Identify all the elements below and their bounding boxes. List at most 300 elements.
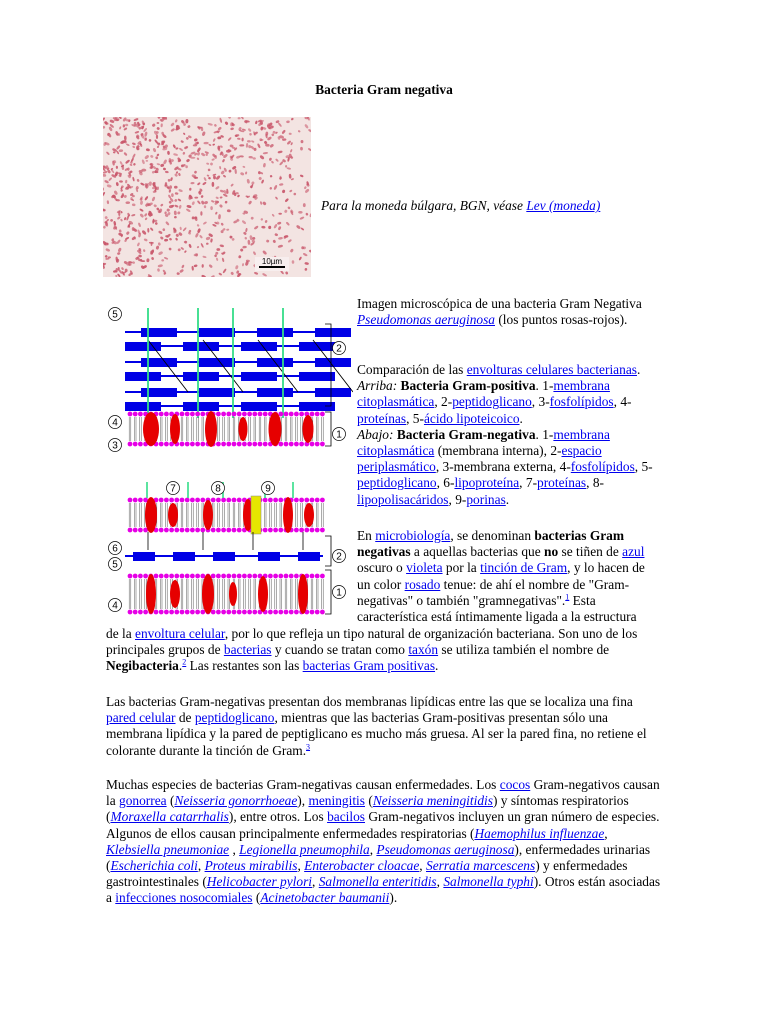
caption-text: , 8-: [586, 475, 604, 491]
phospholipid-head: [315, 412, 320, 417]
paragraph-text: , se denominan: [450, 528, 535, 543]
phospholipid-head: [226, 574, 231, 579]
phospholipid-head: [252, 574, 257, 579]
phospholipid-head: [221, 442, 226, 447]
bold-term: no: [544, 544, 559, 560]
paragraph-text: Gram-negativos causan la: [106, 777, 660, 809]
bracket: [325, 570, 331, 614]
gram-positive-heading: Bacteria Gram-positiva: [400, 378, 536, 394]
phospholipid-head: [237, 412, 242, 417]
micrograph-image: [103, 117, 311, 277]
diagram-label: 4: [112, 417, 118, 429]
peptidoglycan-block: [241, 342, 277, 351]
phospholipid-head: [133, 574, 138, 579]
phospholipid-head: [190, 610, 195, 615]
phospholipid-head: [310, 574, 315, 579]
bacterium-dot: [301, 140, 304, 143]
phospholipid-head: [221, 498, 226, 503]
phospholipid-head: [200, 442, 205, 447]
paragraph-text: En: [357, 528, 376, 543]
diagram-label: 9: [265, 483, 271, 495]
porinas-link[interactable]: porinas: [466, 491, 506, 507]
phospholipid-head: [310, 412, 315, 417]
caption-text: .: [505, 491, 510, 507]
paragraph-text: Gram-negativos incluyen un gran número de especies. Algunos de ellos causan principalmente enfermedades respiratorias (: [106, 809, 660, 841]
phospholipid-head: [247, 610, 252, 615]
phospholipid-head: [169, 610, 174, 615]
inner-membrane-protein: [146, 574, 156, 614]
paragraph-text: ).: [389, 890, 398, 906]
phospholipid-head: [289, 412, 294, 417]
phospholipid-head: [164, 610, 169, 615]
inner-membrane-protein: [229, 582, 237, 606]
phospholipid-head: [232, 610, 237, 615]
peptidoglicano-link[interactable]: peptidoglicano: [452, 394, 532, 410]
paragraph-text: , mientras que las bacterias Gram-positivas presentan sólo una membrana lipídica y la pared de peptiglicano es mucho más gruesa. Al ser la pared fina, no retiene el colorante durante la tinción de Gram.: [106, 710, 647, 758]
phospholipid-head: [133, 610, 138, 615]
peptidoglycan-block: [199, 388, 235, 397]
phospholipid-head: [273, 498, 278, 503]
peptidoglicano-link[interactable]: peptidoglicano: [357, 475, 437, 491]
paragraph-text: (: [252, 890, 261, 906]
phospholipid-head: [159, 498, 164, 503]
phospholipid-head: [299, 498, 304, 503]
scale-bar-label: 10µm: [261, 257, 283, 266]
phospholipid-head: [247, 442, 252, 447]
diagram-label: 4: [112, 600, 118, 612]
phospholipid-head: [169, 574, 174, 579]
haemophilus-influenzae-link[interactable]: Haemophilus influenzae: [474, 825, 605, 841]
neisseria-gonorrhoeae-link[interactable]: Neisseria gonorrhoeae: [174, 793, 298, 809]
peptidoglycan-block: [141, 388, 177, 397]
phospholipid-head: [232, 528, 237, 533]
membrane-protein: [269, 412, 282, 446]
meningitis-link[interactable]: meningitis: [308, 793, 365, 809]
inner-membrane-protein: [202, 574, 214, 614]
phospholipid-head: [174, 528, 179, 533]
phospholipid-head: [294, 610, 299, 615]
phospholipid-head: [216, 442, 221, 447]
phospholipid-head: [237, 528, 242, 533]
phospholipid-head: [143, 610, 148, 615]
phospholipid-head: [289, 442, 294, 447]
bacterias-link[interactable]: bacterias: [223, 642, 272, 658]
phospholipid-head: [315, 498, 320, 503]
pared-celular-link[interactable]: pared celular: [106, 710, 176, 726]
peptidoglycan-block: [241, 372, 277, 381]
espacio-periplasmatico-link[interactable]: espacio periplasmático: [357, 443, 602, 475]
proteus-mirabilis-link[interactable]: Proteus mirabilis: [204, 858, 298, 874]
page-title: Bacteria Gram negativa: [315, 82, 453, 97]
phospholipid-head: [195, 610, 200, 615]
phospholipid-head: [200, 610, 205, 615]
bacterias-gram-positivas-link[interactable]: bacterias Gram positivas: [302, 658, 436, 674]
peptidoglycan-block: [173, 552, 195, 561]
fosfolipidos-link[interactable]: fosfolípidos: [549, 394, 614, 410]
violeta-link[interactable]: violeta: [406, 560, 443, 576]
bacterium-dot: [146, 160, 149, 162]
peptidoglicano-link[interactable]: peptidoglicano: [194, 710, 275, 726]
phospholipid-head: [164, 442, 169, 447]
phospholipid-head: [315, 528, 320, 533]
paragraph-text: ) y síntomas respiratorios (: [106, 793, 629, 825]
phospholipid-head: [185, 442, 190, 447]
lipoproteina-link[interactable]: lipoproteína: [454, 475, 520, 491]
caption-text: (los puntos rosas-rojos).: [495, 312, 628, 328]
diseases-paragraph: [106, 777, 662, 907]
phospholipid-head: [216, 610, 221, 615]
phospholipid-head: [284, 412, 289, 417]
phospholipid-head: [159, 574, 164, 579]
bacterium-dot: [200, 211, 202, 215]
paragraph-text: ,: [369, 841, 377, 857]
image-caption: [321, 198, 600, 214]
phospholipid-head: [221, 412, 226, 417]
enterobacter-cloacae-link[interactable]: Enterobacter cloacae: [304, 858, 420, 874]
neisseria-meningitidis-link[interactable]: Neisseria meningitidis: [372, 793, 493, 809]
gram-negative-heading: Bacteria Gram-negativa: [396, 426, 536, 442]
phospholipid-head: [263, 412, 268, 417]
phospholipid-head: [320, 412, 325, 417]
salmonella-enteritidis-link[interactable]: Salmonella enteritidis: [318, 874, 437, 890]
outer-membrane-protein: [168, 503, 178, 527]
pseudomonas-aeruginosa-link[interactable]: Pseudomonas aeruginosa: [376, 841, 515, 857]
microbiologia-link[interactable]: microbiología: [375, 528, 451, 543]
bacterium-dot: [145, 137, 147, 141]
phospholipid-head: [195, 442, 200, 447]
micrograph-caption: [357, 296, 657, 328]
peptidoglycan-block: [183, 402, 219, 411]
taxon-link[interactable]: taxón: [408, 642, 439, 658]
peptidoglycan-block: [125, 402, 161, 411]
phospholipid-head: [211, 610, 216, 615]
phospholipid-head: [320, 498, 325, 503]
phospholipid-head: [258, 442, 263, 447]
paragraph-text: (: [365, 793, 373, 809]
peptidoglycan-block: [141, 358, 177, 367]
lipopolisacaridos-link[interactable]: lipopolisacáridos: [357, 491, 449, 507]
phospholipid-head: [242, 610, 247, 615]
phospholipid-head: [143, 574, 148, 579]
caption-text: , 2-: [434, 394, 453, 410]
phospholipid-head: [133, 412, 138, 417]
paragraph-text: se utiliza también el nombre de: [438, 642, 610, 658]
phospholipid-head: [190, 574, 195, 579]
paragraph-text: ,: [419, 858, 426, 874]
peptidoglycan-block: [125, 372, 161, 381]
paragraph-text: se tiñen de: [558, 544, 623, 560]
bracket: [325, 536, 331, 566]
outer-membrane-protein: [283, 497, 293, 533]
phospholipid-head: [242, 442, 247, 447]
membrana-citoplasmatica-link[interactable]: membrana citoplasmática: [357, 378, 610, 410]
phospholipid-head: [164, 498, 169, 503]
peptidoglycan-block: [257, 328, 293, 337]
phospholipid-head: [237, 498, 242, 503]
phospholipid-head: [226, 442, 231, 447]
peptidoglycan-block: [199, 328, 235, 337]
phospholipid-head: [211, 498, 216, 503]
peptidoglycan-block: [258, 552, 280, 561]
phospholipid-head: [232, 574, 237, 579]
escherichia-coli-link[interactable]: Escherichia coli: [110, 858, 198, 874]
phospholipid-head: [252, 412, 257, 417]
phospholipid-head: [133, 442, 138, 447]
bacterium-dot: [238, 117, 241, 119]
klebsiella-pneumoniae-link[interactable]: Klebsiella pneumoniae: [106, 841, 230, 857]
bacilos-link[interactable]: bacilos: [327, 809, 365, 825]
phospholipid-head: [138, 498, 143, 503]
diagram-label: 5: [112, 309, 118, 321]
membrane-protein: [303, 415, 314, 443]
pseudomonas-link[interactable]: Pseudomonas aeruginosa: [357, 312, 495, 328]
paragraph-text: ). Otros están asociadas a: [106, 874, 661, 906]
phospholipid-head: [242, 412, 247, 417]
paragraph-text: de la: [106, 626, 135, 641]
paragraph-text: ),: [297, 793, 309, 809]
phospholipid-head: [278, 442, 283, 447]
paragraph-text: Muchas especies de bacterias Gram-negativas causan enfermedades. Los: [106, 777, 500, 792]
diagram-label: 5: [112, 559, 118, 571]
tincion-de-gram-link[interactable]: tinción de Gram: [480, 560, 568, 576]
paragraph-text: ,: [197, 858, 205, 874]
phospholipid-head: [128, 610, 133, 615]
phospholipid-head: [294, 412, 299, 417]
phospholipid-head: [200, 412, 205, 417]
paragraph-text: ,: [604, 825, 608, 841]
paragraph-text: ,: [312, 874, 319, 890]
caption-text: , 4-: [613, 394, 632, 410]
phospholipid-head: [252, 610, 257, 615]
phospholipid-head: [268, 610, 273, 615]
phospholipid-head: [263, 442, 268, 447]
phospholipid-head: [211, 574, 216, 579]
bacterium-dot: [190, 157, 195, 159]
phospholipid-head: [185, 574, 190, 579]
phospholipid-head: [278, 498, 283, 503]
peptidoglycan-block: [299, 372, 335, 381]
phospholipid-head: [138, 528, 143, 533]
reference-3-link[interactable]: 3: [306, 742, 311, 752]
paragraph-text: y cuando se tratan como: [271, 642, 409, 658]
phospholipid-head: [247, 574, 252, 579]
peptidoglycan-block: [241, 402, 277, 411]
phospholipid-head: [180, 498, 185, 503]
caption-text: , 7-: [519, 475, 538, 491]
phospholipid-head: [138, 610, 143, 615]
phospholipid-head: [226, 610, 231, 615]
reference-2-link[interactable]: 2: [182, 657, 187, 667]
phospholipid-head: [273, 574, 278, 579]
peptidoglycan-block: [141, 328, 177, 337]
phospholipid-head: [289, 574, 294, 579]
phospholipid-head: [289, 610, 294, 615]
phospholipid-head: [128, 528, 133, 533]
paragraph-text: Las bacterias Gram-negativas presentan dos membranas lipídicas entre las que se localiza una fina: [106, 694, 633, 709]
caption-text: Para la moneda búlgara, BGN, véase: [321, 198, 527, 213]
diagram-label: 7: [170, 483, 176, 495]
phospholipid-head: [226, 528, 231, 533]
membranes-paragraph: [106, 694, 662, 759]
peptidoglycan-block: [199, 358, 235, 367]
peptidoglycan-block: [299, 402, 335, 411]
phospholipid-head: [294, 442, 299, 447]
membrana-citoplasmatica-link[interactable]: membrana citoplasmática: [357, 426, 610, 459]
caption-text: , 9-: [448, 491, 467, 507]
phospholipid-head: [273, 528, 278, 533]
lev-moneda-link[interactable]: Lev (moneda): [526, 198, 601, 213]
peptidoglycan-block: [315, 388, 351, 397]
phospholipid-head: [138, 412, 143, 417]
phospholipid-head: [278, 412, 283, 417]
phospholipid-head: [247, 412, 252, 417]
caption-text: , 6-: [436, 475, 455, 491]
rosado-link[interactable]: rosado: [404, 576, 441, 592]
legionella-pneumophila-link[interactable]: Legionella pneumophila: [239, 841, 370, 857]
phospholipid-head: [299, 528, 304, 533]
phospholipid-head: [169, 498, 174, 503]
paragraph-text: , por lo que refleja un tipo natural de organización bacteriana. Son uno de los principales grupos de: [106, 626, 638, 658]
paragraph-text: por la: [442, 560, 481, 576]
caption-text: , 3-membrana externa, 4-: [435, 459, 571, 475]
phospholipid-head: [169, 528, 174, 533]
acinetobacter-baumanii-link[interactable]: Acinetobacter baumanii: [260, 890, 390, 906]
phospholipid-head: [159, 412, 164, 417]
membrane-protein: [170, 414, 180, 444]
phospholipid-head: [284, 442, 289, 447]
fosfolipidos-link[interactable]: fosfolípidos: [570, 459, 635, 475]
phospholipid-head: [159, 442, 164, 447]
envoltura-celular-link[interactable]: envoltura celular: [135, 626, 225, 641]
phospholipid-head: [185, 528, 190, 533]
paragraph-text: ), entre otros. Los: [228, 809, 328, 825]
diagram-label: 8: [215, 483, 221, 495]
phospholipid-head: [278, 610, 283, 615]
phospholipid-head: [174, 610, 179, 615]
phospholipid-head: [226, 498, 231, 503]
phospholipid-head: [195, 528, 200, 533]
helicobacter-pylori-link[interactable]: Helicobacter pylori: [206, 874, 313, 890]
phospholipid-head: [190, 498, 195, 503]
paragraph-text: .: [435, 658, 439, 674]
serratia-marcescens-link[interactable]: Serratia marcescens: [426, 858, 536, 874]
inner-membrane-protein: [298, 574, 308, 614]
paragraph-text: ,: [297, 858, 305, 874]
phospholipid-head: [278, 574, 283, 579]
diagram-label: 2: [336, 551, 342, 563]
phospholipid-head: [268, 498, 273, 503]
membrane-protein: [239, 417, 248, 441]
caption-text: . 1-: [535, 426, 554, 442]
phospholipid-head: [299, 442, 304, 447]
diagram-label: 1: [336, 429, 342, 441]
infecciones-nosocomiales-link[interactable]: infecciones nosocomiales: [115, 890, 253, 906]
bacterium-dot: [212, 182, 215, 187]
phospholipid-head: [284, 610, 289, 615]
phospholipid-head: [133, 498, 138, 503]
phospholipid-head: [216, 574, 221, 579]
phospholipid-head: [221, 574, 226, 579]
outer-membrane-protein: [304, 503, 314, 527]
phospholipid-head: [200, 498, 205, 503]
phospholipid-head: [252, 442, 257, 447]
phospholipid-head: [180, 412, 185, 417]
phospholipid-head: [315, 574, 320, 579]
intro-paragraph-continued: [106, 626, 662, 675]
bold-term: Negibacteria: [106, 658, 179, 674]
envolturas-link[interactable]: envolturas celulares bacterianas: [466, 362, 637, 377]
phospholipid-head: [320, 610, 325, 615]
salmonella-typhi-link[interactable]: Salmonella typhi: [443, 874, 534, 890]
phospholipid-head: [315, 610, 320, 615]
caption-text: , 5-: [634, 459, 653, 475]
phospholipid-head: [294, 574, 299, 579]
phospholipid-head: [310, 498, 315, 503]
proteinas-link[interactable]: proteínas: [357, 410, 407, 426]
bacterium-dot: [303, 203, 306, 207]
bold-term: bacterias Gram negativas: [357, 528, 625, 560]
reference-1-link[interactable]: 1: [565, 592, 570, 602]
phospholipid-head: [200, 574, 205, 579]
phospholipid-head: [174, 498, 179, 503]
gonorrea-link[interactable]: gonorrea: [119, 793, 167, 809]
abajo-label: Abajo:: [357, 426, 394, 442]
peptidoglycan-block: [315, 328, 351, 337]
phospholipid-head: [310, 528, 315, 533]
phospholipid-head: [138, 442, 143, 447]
phospholipid-head: [284, 574, 289, 579]
caption-text: .: [519, 410, 523, 426]
acido-lipoteicoico-link[interactable]: ácido lipoteicoico: [423, 410, 520, 426]
phospholipid-head: [294, 498, 299, 503]
phospholipid-head: [232, 412, 237, 417]
phospholipid-head: [185, 412, 190, 417]
peptidoglycan-block: [183, 342, 219, 351]
phospholipid-head: [195, 498, 200, 503]
paragraph-text: tenue: de ahí el nombre de "Gram-negativas" o también "gramnegativas".: [357, 576, 630, 608]
phospholipid-head: [154, 574, 159, 579]
paragraph-text: ,: [229, 841, 240, 857]
caption-text: .: [636, 362, 641, 377]
caption-text: (membrana interna), 2-: [434, 443, 562, 459]
phospholipid-head: [195, 412, 200, 417]
phospholipid-head: [320, 574, 325, 579]
azul-link[interactable]: azul: [622, 544, 645, 560]
paragraph-text: (: [166, 793, 175, 809]
phospholipid-head: [226, 412, 231, 417]
paragraph-text: , y lo hacen de un color: [357, 560, 645, 592]
phospholipid-head: [258, 412, 263, 417]
phospholipid-head: [216, 412, 221, 417]
proteinas-link[interactable]: proteínas: [537, 475, 587, 491]
phospholipid-head: [237, 442, 242, 447]
phospholipid-head: [174, 574, 179, 579]
phospholipid-head: [185, 610, 190, 615]
phospholipid-head: [159, 610, 164, 615]
paragraph-text: ,: [436, 874, 444, 890]
phospholipid-head: [180, 528, 185, 533]
phospholipid-head: [232, 442, 237, 447]
moraxella-catarrhalis-link[interactable]: Moraxella catarrhalis: [110, 809, 229, 825]
cocos-link[interactable]: cocos: [499, 777, 531, 792]
phospholipid-head: [195, 574, 200, 579]
phospholipid-head: [190, 442, 195, 447]
phospholipid-head: [263, 528, 268, 533]
phospholipid-head: [315, 442, 320, 447]
membrane-protein: [143, 412, 159, 446]
phospholipid-head: [242, 574, 247, 579]
phospholipid-head: [221, 528, 226, 533]
